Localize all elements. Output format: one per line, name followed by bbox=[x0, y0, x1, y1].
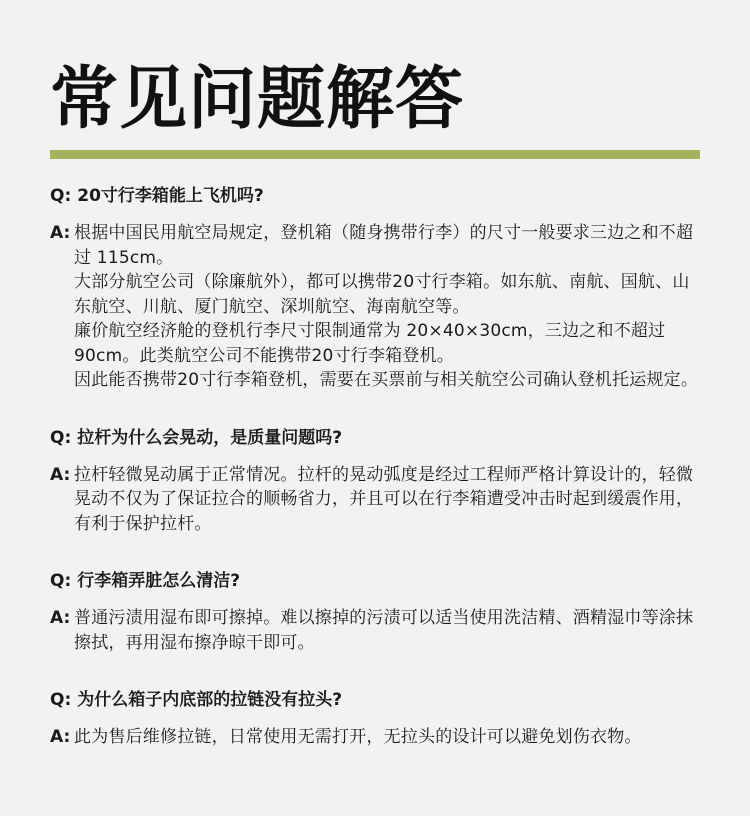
faq-question bbox=[50, 688, 700, 712]
answer-paragraph: 根据中国民用航空局规定，登机箱（随身携带行李）的尺寸一般要求三边之和不超过 115cm。 bbox=[74, 223, 694, 268]
answer-body bbox=[74, 725, 700, 750]
answer-prefix: A: bbox=[50, 464, 71, 485]
answer-body bbox=[74, 221, 700, 393]
answer-paragraph: 普通污渍用湿布即可擦掉。难以擦掉的污渍可以适当使用洗洁精、酒精湿巾等涂抹擦拭，再用湿布擦净晾干即可。 bbox=[74, 608, 694, 653]
question-text: 为什么箱子内底部的拉链没有拉头? bbox=[77, 690, 343, 710]
faq-item bbox=[50, 688, 700, 750]
answer-prefix: A: bbox=[50, 608, 71, 628]
answer-body bbox=[74, 606, 700, 655]
answer-body bbox=[74, 463, 700, 537]
question-text: 行李箱弄脏怎么清洁? bbox=[77, 571, 241, 591]
faq-answer bbox=[50, 606, 700, 655]
faq-question bbox=[50, 569, 700, 593]
faq-question bbox=[50, 184, 700, 208]
faq-list bbox=[50, 184, 700, 750]
answer-paragraph: 此为售后维修拉链，日常使用无需打开，无拉头的设计可以避免划伤衣物。 bbox=[74, 727, 642, 747]
answer-prefix: A: bbox=[50, 223, 71, 243]
page-title: 常见问题解答 bbox=[50, 60, 465, 139]
question-prefix: Q: bbox=[50, 690, 72, 710]
answer-paragraph: 大部分航空公司（除廉航外），都可以携带20寸行李箱。如东航、南航、国航、山东航空、川航、厦门航空、深圳航空、海南航空等。 bbox=[74, 272, 690, 317]
faq-item bbox=[50, 426, 700, 537]
faq-item bbox=[50, 184, 700, 393]
answer-paragraph: 拉杆轻微晃动属于正常情况。拉杆的晃动弧度是经过工程师严格计算设计的，轻微晃动不仅为了保证拉合的顺畅省力，并且可以在行李箱遭受冲击时起到缓震作用，有利于保护拉杆。 bbox=[74, 464, 694, 534]
answer-paragraph: 廉价航空经济舱的登机行李尺寸限制通常为 20×40×30cm，三边之和不超过 90cm。此类航空公司不能携带20寸行李箱登机。 bbox=[74, 321, 666, 366]
question-text: 拉杆为什么会晃动，是质量问题吗? bbox=[77, 427, 343, 448]
faq-answer bbox=[50, 463, 700, 537]
question-text: 20寸行李箱能上飞机吗? bbox=[77, 186, 264, 206]
answer-paragraph: 因此能否携带20寸行李箱登机，需要在买票前与相关航空公司确认登机托运规定。 bbox=[74, 370, 699, 390]
faq-item bbox=[50, 569, 700, 655]
title-underline bbox=[50, 150, 700, 159]
faq-answer bbox=[50, 725, 700, 750]
answer-prefix: A: bbox=[50, 727, 71, 747]
question-prefix: Q: bbox=[50, 186, 72, 206]
faq-question bbox=[50, 426, 700, 450]
question-prefix: Q: bbox=[50, 427, 72, 448]
question-prefix: Q: bbox=[50, 571, 72, 591]
faq-answer bbox=[50, 221, 700, 393]
